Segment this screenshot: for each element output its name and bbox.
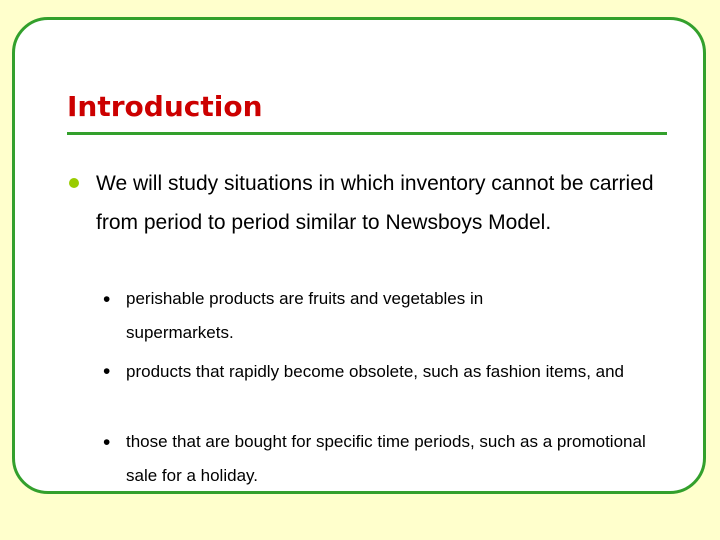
sub-bullet-text-2: products that rapidly become obsolete, such as fashion items, and [126,362,625,381]
sub-bullet-text-3: those that are bought for specific time periods, such as a promotional sale for a holiday. [126,432,646,485]
sub-bullet-text-1: perishable products are fruits and vegetables in supermarkets. [126,289,484,342]
sub-bullet-icon: • [103,360,111,383]
main-bullet-text: We will study situations in which inventory cannot be carried from period to period similar to Newsboys Model. [96,172,654,234]
sub-bullet-icon: • [103,288,111,311]
title-underline [67,132,667,135]
sub-bullet-icon: • [103,431,111,454]
main-bullet-dot-icon [69,178,79,188]
slide-title: Introduction [67,90,263,123]
